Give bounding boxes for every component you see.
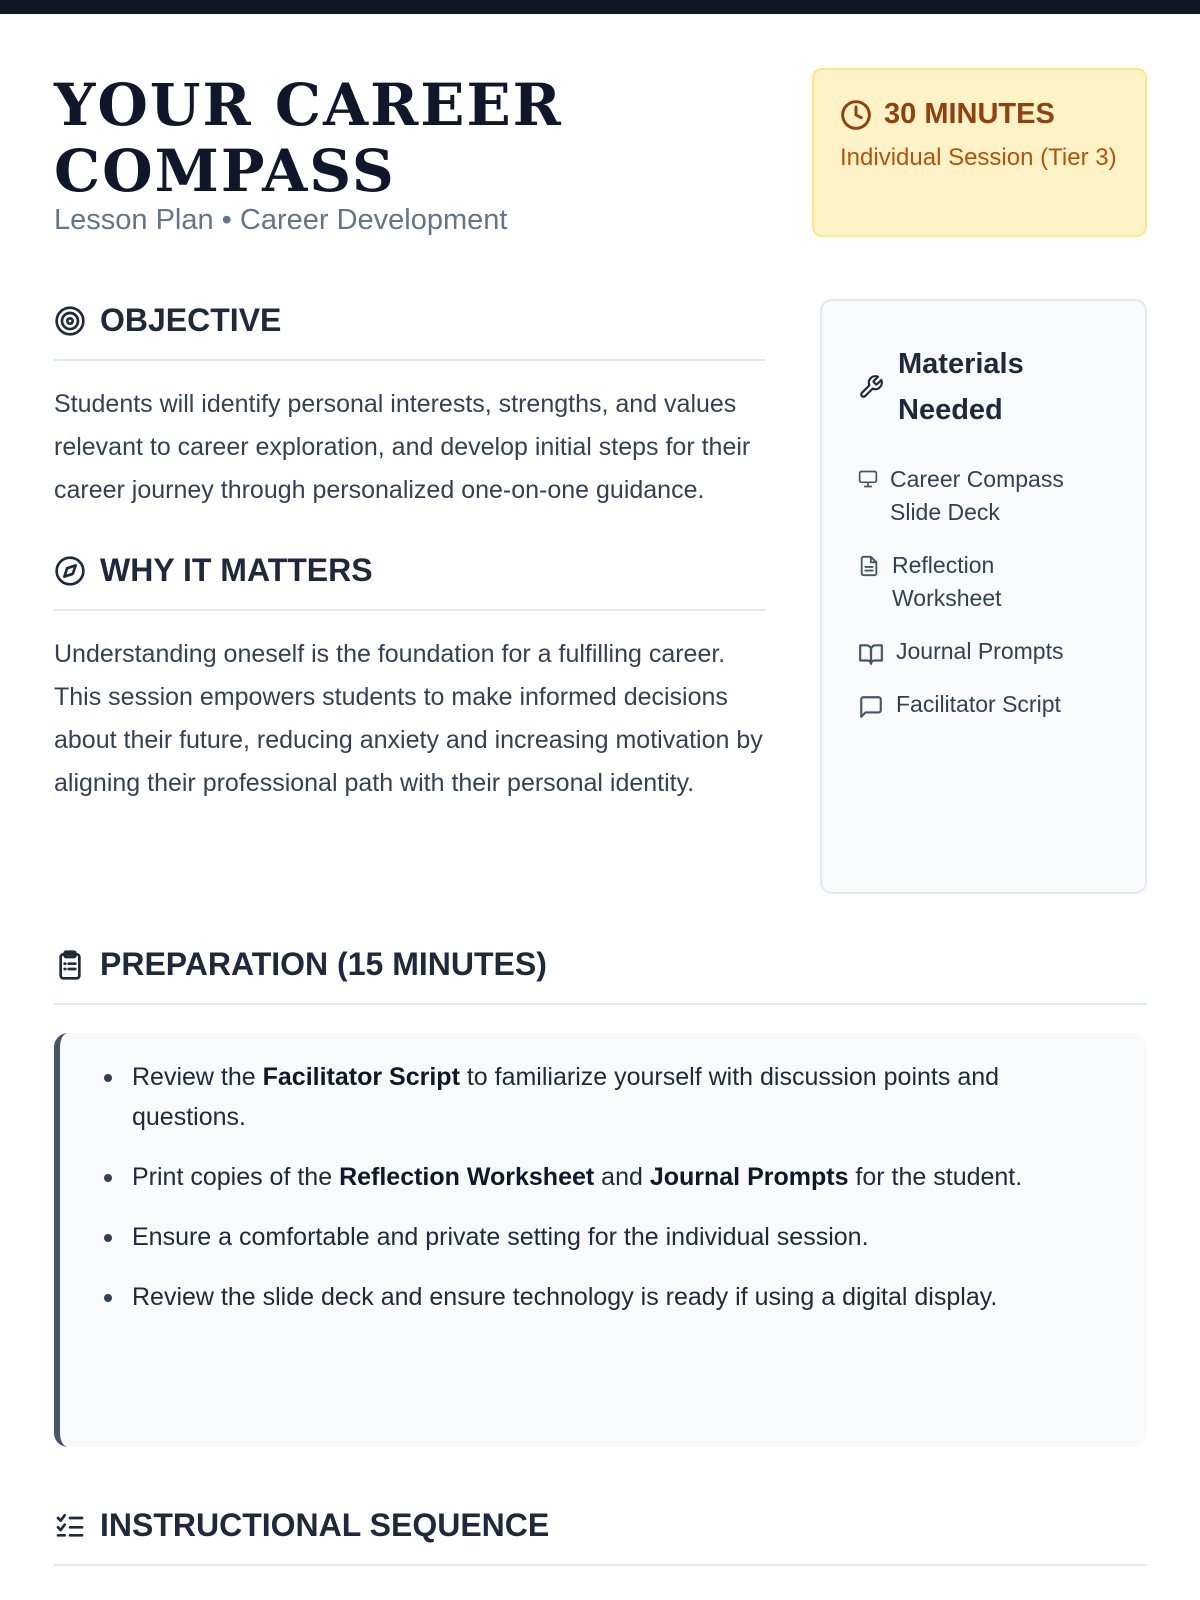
preparation-item: Print copies of the Reflection Worksheet and Journal Prompts for the student. — [104, 1157, 1107, 1197]
target-icon — [54, 305, 86, 337]
instructional-heading-label: INSTRUCTIONAL SEQUENCE — [100, 1507, 550, 1543]
session-type: Individual Session (Tier 3) — [840, 144, 1117, 171]
objective-text: Students will identify personal interests, strengths, and values relevant to career exploration, and develop initial steps for their career journey through personalized one-on-one guidance. — [54, 390, 751, 504]
material-item-worksheet[interactable] — [858, 549, 1109, 615]
compass-icon — [54, 555, 86, 587]
material-label: Journal Prompts — [896, 638, 1064, 664]
top-bar — [0, 0, 1200, 14]
objective-heading-label: OBJECTIVE — [100, 302, 282, 338]
material-label: Career Compass Slide Deck — [890, 466, 1064, 525]
wrench-icon — [858, 374, 884, 400]
page-title: YOUR CAREER COMPASS — [54, 71, 563, 205]
document-icon — [858, 555, 880, 577]
clipboard-icon — [54, 949, 86, 981]
duration-card — [812, 68, 1147, 237]
objective-heading — [54, 302, 766, 361]
header — [54, 14, 1147, 284]
instructional-section — [54, 1507, 1147, 1566]
message-icon — [858, 694, 884, 720]
preparation-item: Review the slide deck and ensure technology is ready if using a digital display. — [104, 1277, 1107, 1317]
lesson-plan-page — [54, 14, 1147, 1566]
preparation-heading — [54, 946, 1147, 1005]
presentation-icon — [858, 469, 878, 489]
preparation-item: Review the Facilitator Script to familiarize yourself with discussion points and questions. — [104, 1057, 1107, 1137]
material-item-script[interactable] — [858, 688, 1109, 721]
materials-heading — [858, 341, 1109, 433]
preparation-section — [54, 946, 1147, 1447]
material-item-journal[interactable] — [858, 635, 1109, 668]
materials-card — [820, 299, 1147, 894]
material-label: Facilitator Script — [896, 691, 1061, 717]
duration-label: 30 MINUTES — [884, 98, 1055, 130]
why-text: Understanding oneself is the foundation for a fulfilling career. This session empowers students to make informed decisions about their future, reducing anxiety and increasing motivation by aligning their professional path with their personal identity. — [54, 640, 763, 797]
overview-section — [54, 284, 1147, 924]
clock-icon — [840, 99, 872, 131]
preparation-item: Ensure a comfortable and private setting for the individual session. — [104, 1217, 1107, 1257]
duration-row — [840, 98, 1119, 131]
page-subtitle: Lesson Plan • Career Development — [54, 204, 508, 236]
preparation-list — [104, 1057, 1107, 1317]
why-heading — [54, 552, 766, 611]
why-heading-label: WHY IT MATTERS — [100, 552, 373, 588]
overview-left-column — [54, 302, 766, 805]
preparation-box — [54, 1033, 1147, 1447]
preparation-heading-label: PREPARATION (15 MINUTES) — [100, 946, 547, 982]
materials-heading-label: Materials Needed — [898, 348, 1024, 426]
material-label: Reflection Worksheet — [892, 552, 1002, 611]
material-item-slide-deck[interactable] — [858, 463, 1109, 529]
materials-list — [858, 463, 1109, 721]
book-icon — [858, 641, 884, 667]
instructional-heading — [54, 1507, 1147, 1566]
checklist-icon — [54, 1510, 86, 1542]
